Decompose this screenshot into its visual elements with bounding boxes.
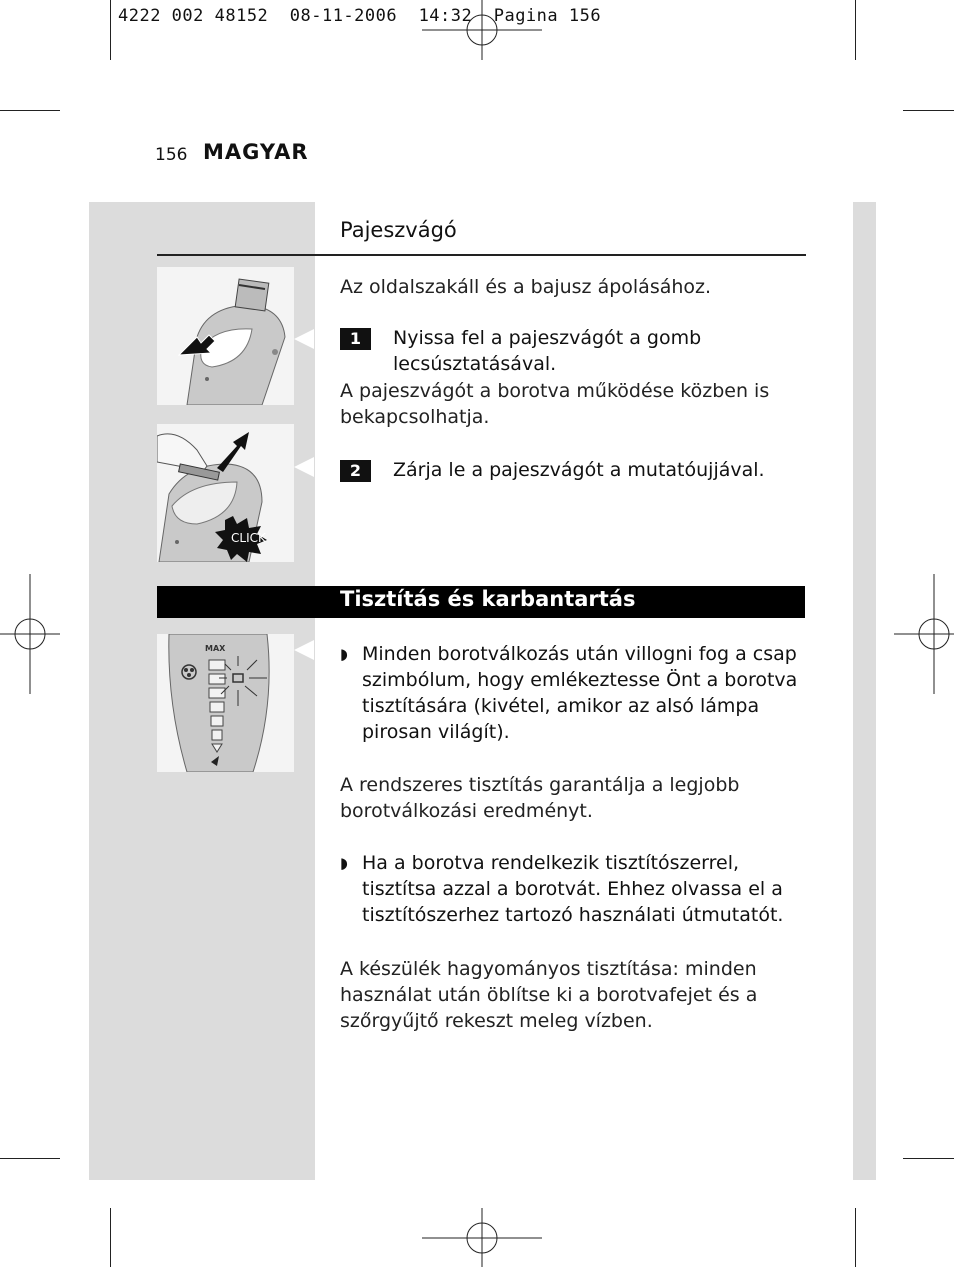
illustration-pointer [294,640,314,660]
shaver-close-trimmer-image [157,424,294,562]
crop-mark [855,1208,856,1267]
crop-mark [110,1208,111,1267]
step-badge-2: 2 [340,460,371,482]
cleaning-bullet-2: Ha a borotva rendelkezik tisztítószerrel, tisztítsa azzal a borotvát. Ehhez olvassa el a tisztítószerhez tartozó használati útmutatót. [362,852,784,926]
illustration-open-trimmer [157,267,294,405]
crop-mark [0,110,60,111]
trimmer-note: A pajeszvágót a borotva működése közben is bekapcsolhatja. [340,380,770,428]
right-margin-band [853,202,876,1180]
illustration-pointer [294,329,314,349]
registration-mark-right [892,572,954,696]
illustration-close-trimmer [157,424,294,562]
step-text-1: Nyissa fel a pajeszvágót a gomb lecsúsztatásával. [393,327,702,375]
section-title-cleaning-bar [157,586,805,618]
section-title-trimmer: Pajeszvágó [340,218,457,242]
click-label: CLICK [231,531,266,545]
cleaning-paragraph-1: A rendszeres tisztítás garantálja a legjobb borotválkozási eredményt. [340,774,740,822]
shaver-display-image [157,634,294,772]
illustration-pointer [294,457,314,477]
illustration-cleaning-indicator [157,634,294,772]
registration-mark-left [0,572,62,696]
crop-mark [903,110,954,111]
print-slug: 4222 002 48152 08-11-2006 14:32 Pagina 156 [118,6,602,26]
bullet-marker: ◗ [340,854,348,872]
registration-mark-bottom [420,1206,544,1267]
crop-mark [110,0,111,60]
section-title-cleaning: Tisztítás és karbantartás [340,587,636,611]
shaver-open-trimmer-image [157,267,294,405]
page-number: 156 [155,145,188,165]
crop-mark [903,1158,954,1159]
step-text-2: Zárja le a pajeszvágót a mutatóujjával. [393,459,765,481]
bullet-marker: ◗ [340,645,348,663]
cleaning-paragraph-2: A készülék hagyományos tisztítása: minden használat után öblítse ki a borotvafejet és a szőrgyűjtő rekeszt meleg vízben. [340,958,758,1032]
language-header: MAGYAR [203,140,309,164]
cleaning-bullet-1: Minden borotválkozás után villogni fog a csap szimbólum, hogy emlékeztesse Önt a borotva tisztítására (kivétel, amikor az alsó lámpa pirosan világít). [362,643,798,743]
step-badge-1: 1 [340,328,371,350]
crop-mark [0,1158,60,1159]
registration-mark-top [420,0,544,62]
crop-mark [855,0,856,60]
max-label: MAX [205,644,226,653]
trimmer-intro: Az oldalszakáll és a bajusz ápolásához. [340,276,712,298]
section-rule [157,254,806,256]
